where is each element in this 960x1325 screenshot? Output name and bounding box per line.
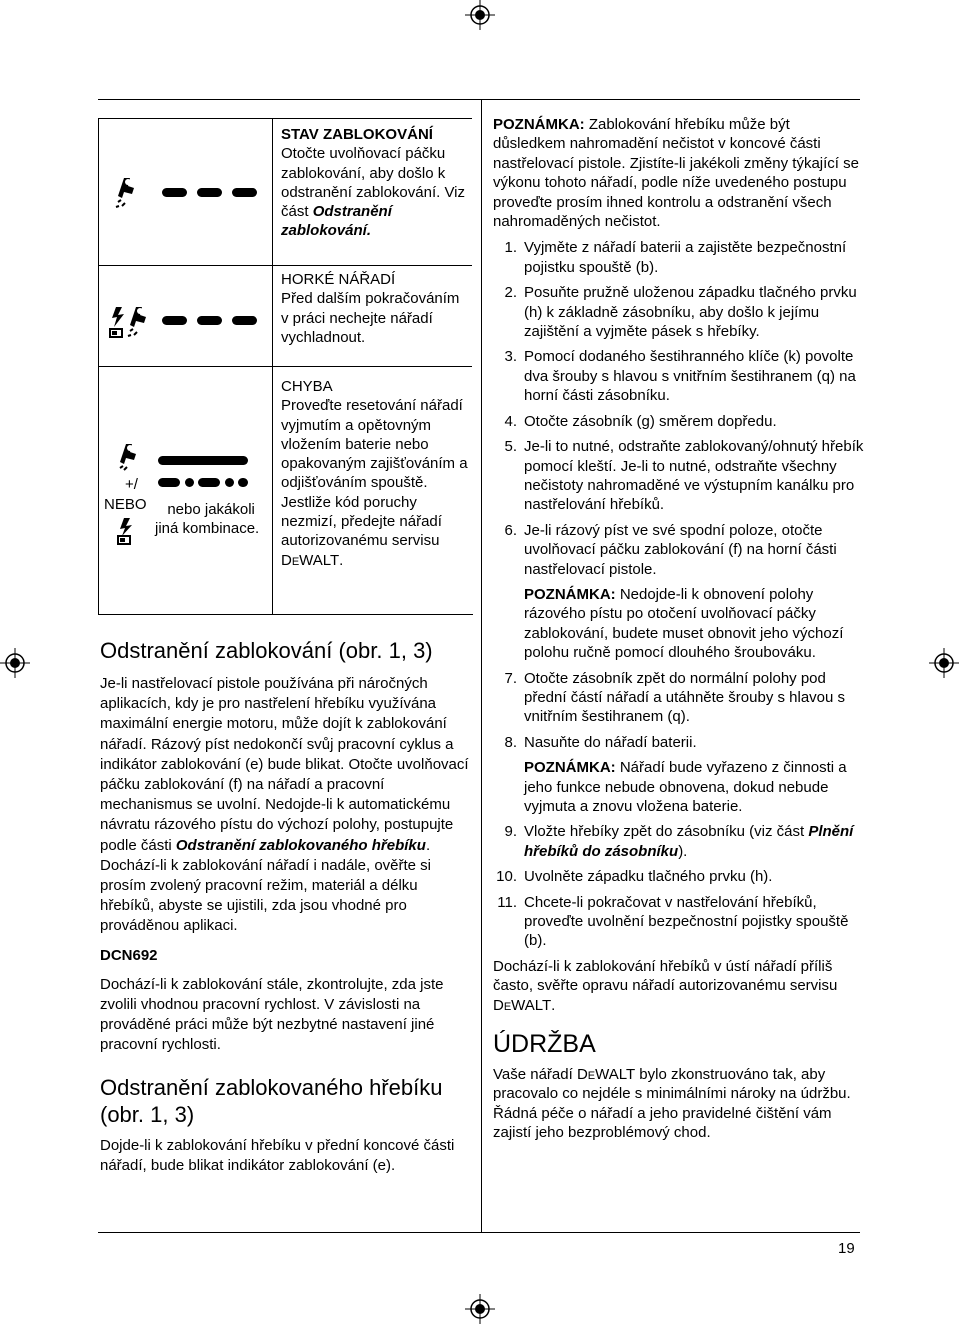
steps-list-2 — [493, 669, 865, 753]
steps-list — [493, 238, 865, 579]
page-number: 19 — [838, 1240, 855, 1257]
service-paragraph: Dochází-li k zablokování hřebíků v ústí nářadí příliš často, svěřte opravu nářadí autorizovanému servisu DeWALT. — [493, 957, 838, 1014]
registration-mark-icon — [465, 0, 495, 30]
note-paragraph: POZNÁMKA: Zablokování hřebíku může být důsledkem nahromadění nečistot v koncové části nastřelovací pistole. Zjistíte-li jakékoli změny týkající se výkonu tohoto nářadí, podle níže uvedeného postupu proveďte prosím ihned kontrolu a odstranění všech nahromaděných nečistot. — [493, 116, 859, 231]
alt-combination-label-2: jiná kombinace. — [155, 520, 260, 537]
right-column — [493, 115, 865, 1143]
alt-combination-label: nebo jakákoli — [167, 501, 255, 518]
jammed-nail-paragraph: Dojde-li k zablokování hřebíku v přední koncové části nářadí, bude blikat indikátor zablokování (e). — [100, 1136, 455, 1174]
list-item: 2. Posuňte pružně uloženou západku tlačného prvku (h) k základně zásobníku, aby došlo k jejímu zajištění a vyjměte pásek s hřebíky. — [504, 284, 857, 341]
dcn692-paragraph: Dochází-li k zablokování stále, zkontrolujte, zda jste zvolili vhodnou pracovní rychlost. V závislosti na prováděné práci může být nezbytné nastavení jiné pracovní rychlosti. — [100, 975, 444, 1054]
section-heading-jammed-nail: Odstranění zablokovaného hřebíku (obr. 1, 3) — [100, 1074, 443, 1127]
model-label: DCN692 — [100, 946, 158, 964]
nebo-label: NEBO — [104, 496, 147, 513]
note-paragraph-3: POZNÁMKA: Nářadí bude vyřazeno z činnosti a jeho funkce nebude obnovena, dokud nebude vyjmuta a znovu vložena baterie. — [524, 759, 847, 815]
status-title-error: CHYBA — [281, 378, 333, 395]
led-pattern-solid — [158, 456, 248, 465]
error-jam-icon — [116, 442, 142, 472]
status-title-hot: HORKÉ NÁŘADÍ — [281, 271, 396, 288]
note-paragraph-2: POZNÁMKA: Nedojde-li k obnovení polohy rázového pístu po otočení uvolňovací páčky zablokování, budete muset obnovit jeho výchozí polohu ručně pomocí dlouhého šroubováku. — [524, 585, 844, 662]
footer-rule — [98, 1232, 860, 1233]
registration-mark-icon — [465, 1294, 495, 1324]
plus-or-label: +/ — [125, 476, 138, 493]
list-item: 10. Uvolněte západku tlačného prvku (h). — [496, 868, 773, 886]
status-body-error: Proveďte resetování nářadí vyjmutím a opětovným vložením baterie nebo opakovaným zajišťováním a odjišťováním spouště. Jestliže kód poruchy nezmizí, předejte nářadí autorizovanému servisu DeWALT. — [281, 397, 468, 569]
list-item: 4. Otočte zásobník (g) směrem dopředu. — [504, 412, 777, 430]
list-item: 7. Otočte zásobník zpět do normální polohy pod přední částí nářadí a utáhněte šrouby s hlavou s vnitřním šestihranem (q). — [504, 669, 846, 726]
maintenance-heading: ÚDRŽBA — [493, 1030, 596, 1059]
battery-error-icon — [114, 516, 140, 546]
jam-indicator-icon — [114, 176, 140, 210]
led-pattern-blink — [162, 188, 257, 197]
hot-tool-icon — [108, 305, 154, 339]
registration-mark-icon — [0, 648, 30, 678]
status-body-jam: Otočte uvolňovací páčku zablokování, aby došlo k odstranění zablokování. Viz část Odstranění zablokování. — [281, 145, 466, 240]
jam-clearing-paragraph: Je-li nastřelovací pistole používána při náročných aplikacích, kdy je pro nastřelení hřebíku využívána maximální energie motoru, může dojít k zablokování nářadí. Rázový píst nedokončí svůj pracovní cyklus a indikátor zablokování (e) bude blikat. Otočte uvolňovací páčku zablokování (f) na nářadí a pracovní mechanismus se uvolní. Nedojde-li k automatickému návratu rázového pístu do výchozí polohy, postupujte podle části Odstranění zablokovaného hřebíku. Dochází-li k zablokování nářadí i nadále, ověřte si prosím zvolený pracovní režim, materiál a délku hřebíků, abyste se ujistili, zda jsou vhodné pro prováděnou aplikaci. — [100, 675, 469, 935]
list-item: 5. Je-li to nutné, odstraňte zablokovaný/ohnutý hřebík pomocí kleští. Je-li to nutné, odstraňte všechny nečistoty nahromaděné ve výstupním kanálku pro nastřelování hřebíků. — [504, 438, 864, 514]
list-item: 6. Je-li rázový píst ve své spodní poloze, otočte uvolňovací páčku zablokování (f) na horní části nastřelovací pistole. — [504, 521, 837, 578]
steps-list-3 — [493, 822, 865, 950]
header-rule — [98, 99, 860, 100]
list-item: 8. Nasuňte do nářadí baterii. — [504, 733, 697, 751]
registration-mark-icon — [929, 648, 959, 678]
led-pattern-hot — [162, 316, 257, 325]
status-body-hot: Před dalším pokračováním v práci nechejte nářadí vychladnout. — [281, 290, 460, 346]
left-column — [100, 637, 475, 1176]
list-item: 9. Vložte hřebíky zpět do zásobníku (viz část Plnění hřebíků do zásobníku). — [504, 823, 854, 860]
maintenance-paragraph: Vaše nářadí DeWALT bylo zkonstruováno tak, aby pracovalo co nejdéle s minimálními nároky na údržbu. Řádná péče o nářadí a jeho pravidelné čištění vám zajistí jeho bezproblémový chod. — [493, 1066, 851, 1142]
status-title-jam: STAV ZABLOKOVÁNÍ — [281, 126, 433, 143]
list-item: 1. Vyjměte z nářadí baterii a zajistěte bezpečnostní pojistku spouště (b). — [504, 239, 847, 276]
section-heading-jam-clearing: Odstranění zablokování (obr. 1, 3) — [100, 638, 433, 663]
column-divider — [481, 99, 482, 1232]
list-item: 3. Pomocí dodaného šestihranného klíče (k) povolte dva šrouby s hlavou s vnitřním šestihranem (q) na horní části zásobníku. — [504, 348, 856, 405]
list-item: 11. Chcete-li pokračovat v nastřelování hřebíků, proveďte uvolnění bezpečnostní pojistky spouště (b). — [497, 893, 849, 950]
